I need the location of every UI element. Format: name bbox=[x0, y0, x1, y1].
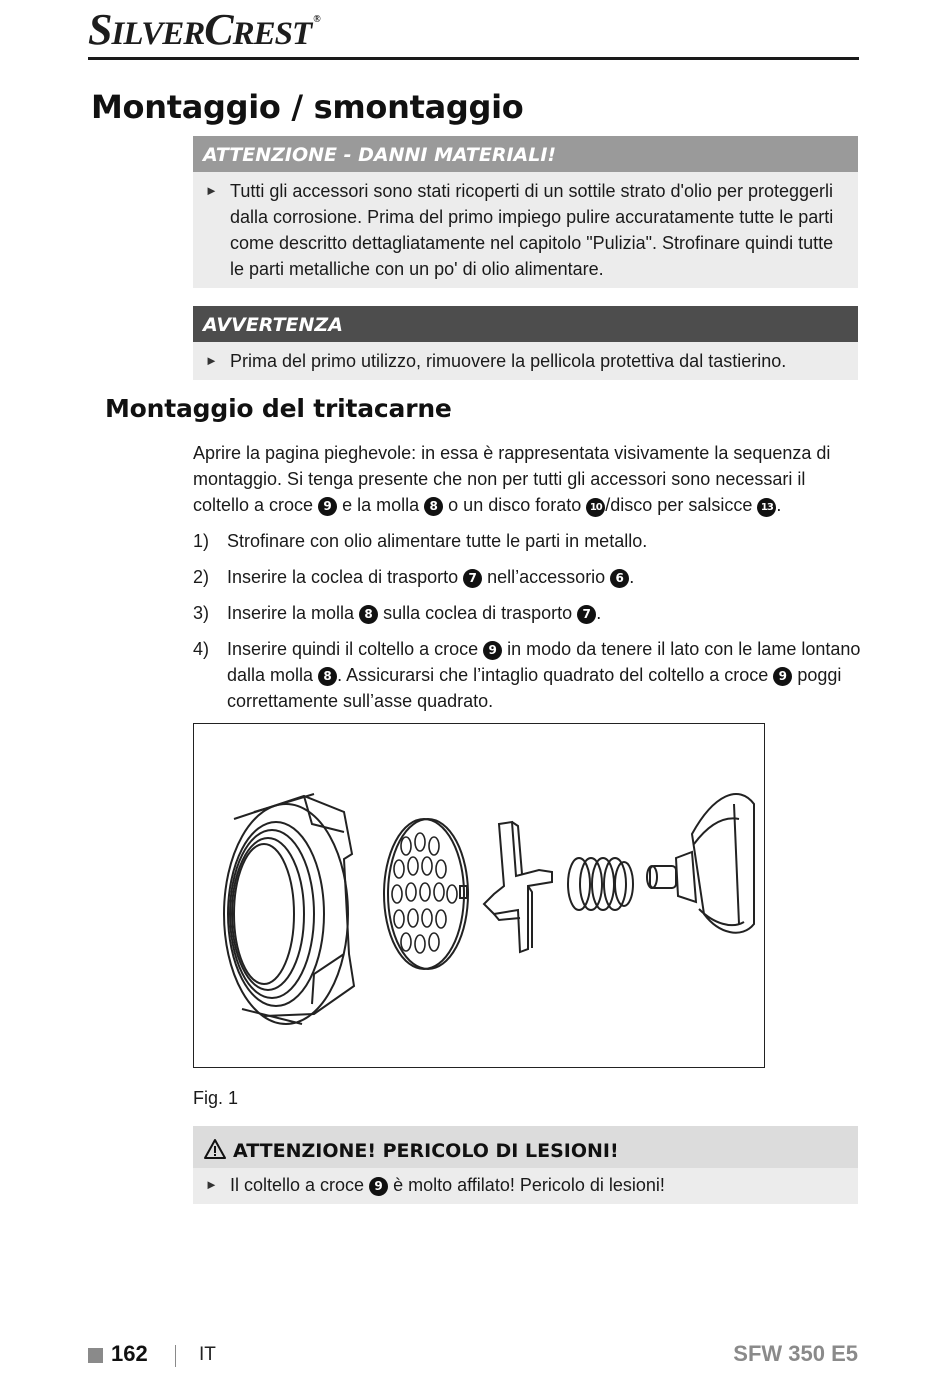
notice-heading: ATTENZIONE - DANNI MATERIALI! bbox=[193, 136, 858, 172]
step-number: 3) bbox=[193, 603, 210, 623]
notice-bullet bbox=[205, 348, 838, 374]
language-code: IT bbox=[199, 1344, 216, 1365]
exploded-view-illustration bbox=[194, 724, 763, 1066]
step-item bbox=[193, 564, 861, 590]
notice-bullet bbox=[205, 178, 838, 282]
notice-heading: ATTENZIONE! PERICOLO DI LESIONI! bbox=[233, 1140, 619, 1162]
page-number: 162 bbox=[111, 1341, 148, 1366]
part-number-badge: 8 bbox=[318, 667, 337, 686]
step-item bbox=[193, 600, 861, 626]
step-number: 1) bbox=[193, 531, 210, 551]
page-title: Montaggio / smontaggio bbox=[91, 88, 524, 126]
model-number: SFW 350 E5 bbox=[733, 1341, 858, 1366]
notice-body bbox=[193, 342, 858, 380]
step-text: Inserire quindi il coltello a croce bbox=[227, 639, 479, 659]
part-number-badge: 9 bbox=[318, 497, 337, 516]
intro-text: o un disco forato bbox=[448, 495, 582, 515]
step-item bbox=[193, 636, 861, 714]
bullet-arrow-icon: ► bbox=[205, 183, 218, 198]
step-number: 4) bbox=[193, 639, 210, 659]
notice-material-damage bbox=[193, 136, 858, 288]
assembly-steps bbox=[193, 528, 861, 724]
brand-logo bbox=[88, 4, 320, 55]
step-number: 2) bbox=[193, 567, 210, 587]
intro-text: /disco per salsicce bbox=[605, 495, 753, 515]
intro-text: Aprire la pagina pieghevole: in essa è rappresentata visivamente la sequenza di montaggio. Si tenga presente che non per tutti gli accessori sono necessari il coltello a croce bbox=[193, 443, 831, 515]
feed-screw-illustration bbox=[647, 794, 754, 933]
step-text: . bbox=[629, 567, 635, 587]
part-number-badge: 10 bbox=[586, 498, 605, 517]
notice-text: Il coltello a croce bbox=[230, 1175, 365, 1195]
notice-heading: AVVERTENZA bbox=[193, 306, 858, 342]
notice-injury bbox=[193, 1126, 858, 1204]
step-text: Inserire la molla bbox=[227, 603, 355, 623]
step-text: sulla coclea di trasporto bbox=[383, 603, 573, 623]
notice-text: Prima del primo utilizzo, rimuovere la pellicola protettiva dal tastierino. bbox=[230, 351, 787, 371]
part-number-badge: 8 bbox=[424, 497, 443, 516]
part-number-badge: 9 bbox=[369, 1177, 388, 1196]
intro-text: e la molla bbox=[342, 495, 420, 515]
header-rule bbox=[88, 57, 859, 60]
notice-warning bbox=[193, 306, 858, 380]
notice-text: è molto affilato! Pericolo di lesioni! bbox=[393, 1175, 665, 1195]
intro-paragraph bbox=[193, 440, 858, 518]
step-text: Inserire la coclea di trasporto bbox=[227, 567, 459, 587]
part-number-badge: 9 bbox=[773, 667, 792, 686]
registered-mark: ® bbox=[313, 14, 320, 25]
spring-illustration bbox=[568, 858, 633, 910]
step-text: . Assicurarsi che l’intaglio quadrato del coltello a croce bbox=[337, 665, 769, 685]
notice-heading-row bbox=[193, 1126, 858, 1168]
brand-letter: S bbox=[88, 5, 112, 54]
step-text: nell’accessorio bbox=[487, 567, 606, 587]
part-number-badge: 13 bbox=[757, 498, 776, 517]
ring-nut-illustration bbox=[224, 794, 354, 1024]
notice-bullet bbox=[205, 1172, 838, 1198]
notice-body bbox=[193, 172, 858, 288]
step-text: in modo da tenere il lato con le lame lontano dalla molla bbox=[227, 639, 861, 685]
figure-caption: Fig. 1 bbox=[193, 1088, 239, 1108]
section-title: Montaggio del tritacarne bbox=[105, 394, 452, 423]
brand-letters: REST bbox=[232, 16, 312, 52]
part-number-badge: 7 bbox=[463, 569, 482, 588]
notice-body bbox=[193, 1168, 858, 1204]
step-item bbox=[193, 528, 861, 554]
bullet-arrow-icon: ► bbox=[205, 1177, 218, 1192]
part-number-badge: 6 bbox=[610, 569, 629, 588]
intro-text: . bbox=[776, 495, 782, 515]
notice-text: Tutti gli accessori sono stati ricoperti di un sottile strato d'olio per proteggerli dalla corrosione. Prima del primo impiego pulire accuratamente tutte le parti come descritto dettagliatamente nel capitolo "Pulizia". Strofinare quindi tutte le parti metalliche con un po' di olio alimentare. bbox=[230, 181, 834, 279]
warning-triangle-icon bbox=[203, 1138, 227, 1160]
part-number-badge: 9 bbox=[483, 641, 502, 660]
assembly-figure bbox=[193, 723, 765, 1068]
step-text: Strofinare con olio alimentare tutte le parti in metallo. bbox=[227, 531, 648, 551]
step-text: poggi correttamente sull’asse quadrato. bbox=[227, 665, 842, 711]
perforated-disc-illustration bbox=[384, 819, 468, 969]
bullet-arrow-icon: ► bbox=[205, 353, 218, 368]
part-number-badge: 8 bbox=[359, 605, 378, 624]
step-text: . bbox=[596, 603, 602, 623]
part-number-badge: 7 bbox=[577, 605, 596, 624]
brand-letter: C bbox=[204, 5, 233, 54]
cross-knife-illustration bbox=[484, 822, 552, 952]
brand-letters: ILVER bbox=[111, 16, 205, 52]
footer-square-marker bbox=[88, 1348, 103, 1363]
footer-divider bbox=[175, 1345, 176, 1367]
